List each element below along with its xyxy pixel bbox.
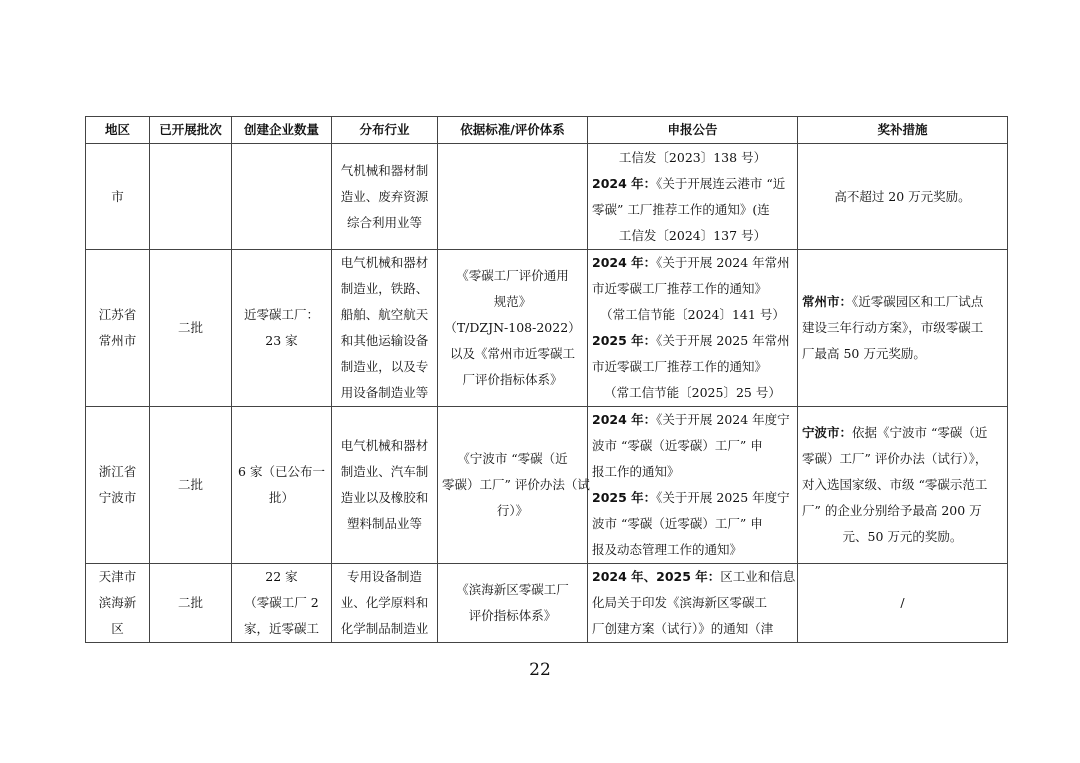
bold-label: 2024 年： [592,412,657,427]
industry-cell [332,564,438,643]
cell-line [592,302,793,328]
cell-line: 二批 [177,477,203,492]
cell-line: 制造业，铁路、 [340,281,429,296]
cell-line: 6 家（已公布一 [238,464,325,479]
line-text: 区工业和信息 [720,569,796,584]
line-text: 依据《宁波市 “零碳（近 [852,425,988,440]
standard-cell [438,250,588,407]
cell-line: （T/DZJN-108-2022） [444,320,581,335]
cell-line: 市 [111,188,124,204]
cell-line [592,433,793,459]
industry-cell [332,250,438,407]
cell-line: 电气机械和器材 [340,255,429,270]
cell-line [592,171,793,197]
notice-cell [588,250,798,407]
cell-line: 以及《常州市近零碳工 [449,346,575,361]
line-text: 化局关于印发《滨海新区零碳工 [592,595,768,610]
line-text: （常工信节能〔2025〕25 号） [604,385,781,400]
column-header: 依据标准/评价体系 [438,117,588,144]
cell-line [592,590,793,616]
cell-line: 制造业、汽车制 [340,464,429,479]
cell-line: 江苏省 [98,307,137,322]
cell-line: 滨海新 [98,595,137,610]
cell-line: 用设备制造业等 [340,385,429,400]
line-text: 《关于开展连云港市 “近 [656,175,786,191]
cell-line: 船舶、航空航天 [340,307,429,322]
region-cell [86,144,150,250]
cell-line [802,472,1003,498]
column-header: 奖补措施 [798,117,1008,144]
cell-line [592,328,793,354]
award-cell [798,564,1008,643]
cell-line: 宁波市 [98,490,137,505]
cell-line: 评价指标体系》 [468,608,557,623]
cell-line: 造业以及橡胶和 [340,490,429,505]
cell-line [592,537,793,563]
cell-line: 气机械和器材制 [340,162,429,178]
bold-label: 常州市： [802,294,853,309]
bold-label: 2025 年： [592,490,657,505]
line-text: 《近零碳园区和工厂试点 [852,294,984,309]
cell-line [802,420,1003,446]
column-header: 分布行业 [332,117,438,144]
cell-line: 二批 [177,320,203,335]
cell-line: 造业、废弃资源 [340,188,429,204]
cell-line: 《零碳工厂评价通用 [456,268,569,283]
cell-line: 区 [111,621,124,636]
cell-line [802,184,1003,210]
batches-cell [150,250,232,407]
count-cell [232,407,332,564]
cell-line: 《滨海新区零碳工厂 [456,582,569,597]
column-header: 创建企业数量 [232,117,332,144]
line-text: 报及动态管理工作的通知》 [592,542,743,557]
bold-label: 2025 年： [592,333,657,348]
cell-line: 家，近零碳工 [243,621,319,636]
notice-cell [588,407,798,564]
cell-line: （零碳工厂 2 [244,595,319,610]
line-text: 高不超过 20 万元奖励。 [834,188,971,204]
line-text: 元、50 万元的奖励。 [842,529,963,544]
standard-cell [438,407,588,564]
cell-line [592,223,793,249]
cell-line [592,354,793,380]
award-cell [798,144,1008,250]
table-row [86,564,1008,643]
cell-line: 塑料制品业等 [346,516,422,531]
cell-line [802,498,1003,524]
column-header: 申报公告 [588,117,798,144]
cell-line [592,380,793,406]
line-text: 《关于开展 2024 年度宁 [656,412,790,427]
line-text: 零碳” 工厂推荐工作的通知》(连 [592,201,770,217]
table-row [86,144,1008,250]
cell-line: 二批 [177,595,203,610]
cell-line [592,197,793,223]
cell-line [592,459,793,485]
cell-line [592,145,793,171]
cell-line: 化学制品制造业 [340,621,429,636]
cell-line [802,524,1003,550]
line-text: 对入选国家级、市级 “零碳示范工 [802,477,988,492]
line-text: 零碳）工厂” 评价办法（试行）》， [802,451,988,466]
line-text: 厂创建方案（试行）》的通知（津 [592,621,774,636]
cell-line [592,485,793,511]
cell-line: 常州市 [98,333,137,348]
bold-label: 2024 年、2025 年： [592,569,721,584]
cell-line: 和其他运输设备 [340,333,429,348]
line-text: 《关于开展 2025 年度宁 [656,490,790,505]
cell-line: 规范》 [493,294,532,309]
industry-cell [332,407,438,564]
line-text: 建设三年行动方案》，市级零碳工 [802,320,984,335]
line-text: 《关于开展 2025 年常州 [656,333,790,348]
cell-line [592,276,793,302]
cell-line: 综合利用业等 [346,214,422,230]
cell-line [592,250,793,276]
data-table [85,116,1008,643]
cell-line [802,289,1003,315]
line-text: 厂” 的企业分别给予最高 200 万 [802,503,982,518]
line-text: 波市 “零碳（近零碳）工厂” 申 [592,516,763,531]
count-cell [232,144,332,250]
bold-label: 宁波市： [802,425,853,440]
line-text: （常工信节能〔2024〕141 号） [600,307,785,322]
line-text: 工信发〔2024〕137 号） [618,227,767,243]
bold-label: 2024 年： [592,255,657,270]
notice-cell [588,144,798,250]
cell-line: 业、化学原料和 [340,595,429,610]
cell-line: 《宁波市 “零碳（近 [457,451,568,466]
count-cell [232,564,332,643]
batches-cell [150,144,232,250]
award-cell [798,407,1008,564]
cell-line [592,511,793,537]
line-text: 市近零碳工厂推荐工作的通知》 [592,359,768,374]
line-text: 报工作的通知》 [592,464,680,479]
cell-line: 天津市 [98,569,137,584]
cell-line: 行）》 [496,503,529,518]
line-text: 市近零碳工厂推荐工作的通知》 [592,281,768,296]
standard-cell [438,564,588,643]
batches-cell [150,564,232,643]
cell-line: 专用设备制造 [346,569,422,584]
region-cell [86,407,150,564]
cell-line [802,315,1003,341]
cell-line: 零碳）工厂” 评价办法（试 [442,477,590,492]
column-header: 地区 [86,117,150,144]
line-text: / [900,595,905,610]
award-cell [798,250,1008,407]
line-text: 厂最高 50 万元奖励。 [802,346,926,361]
bold-label: 2024 年： [592,175,657,191]
cell-line [802,446,1003,472]
cell-line: 批） [268,490,294,505]
cell-line: 22 家 [265,569,298,584]
cell-line [592,564,796,590]
line-text: 《关于开展 2024 年常州 [656,255,790,270]
region-cell [86,250,150,407]
table-header-row [86,117,1008,144]
line-text: 波市 “零碳（近零碳）工厂” 申 [592,438,763,453]
count-cell [232,250,332,407]
line-text: 工信发〔2023〕138 号） [618,149,767,165]
cell-line: 厂评价指标体系》 [462,372,563,387]
standard-cell [438,144,588,250]
table-row [86,407,1008,564]
table-row [86,250,1008,407]
cell-line: 电气机械和器材 [340,438,429,453]
column-header: 已开展批次 [150,117,232,144]
cell-line: 23 家 [265,333,298,348]
page-number: 22 [529,660,551,680]
cell-line [592,616,793,642]
cell-line [802,590,1003,616]
industry-cell [332,144,438,250]
region-cell [86,564,150,643]
cell-line [802,341,1003,367]
cell-line [592,407,793,433]
cell-line: 制造业，以及专 [340,359,429,374]
batches-cell [150,407,232,564]
cell-line: 近零碳工厂： [243,307,319,322]
notice-cell [588,564,798,643]
cell-line: 浙江省 [98,464,137,479]
